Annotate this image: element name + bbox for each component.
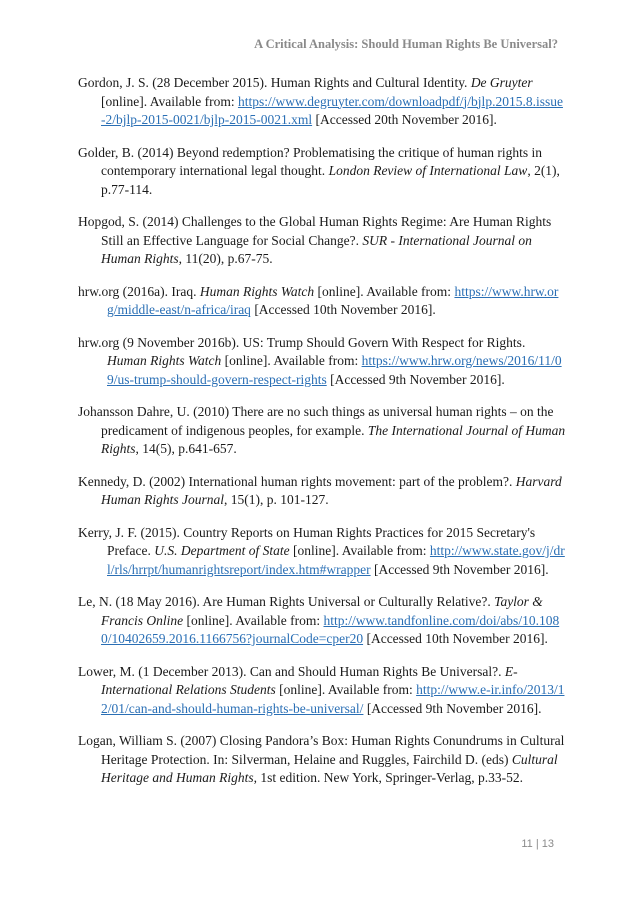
ref-text: , 11(20), p.67-75. [178,251,273,266]
ref-text: Kerry, J. F. (2015). Country Reports on Human Rights Practices for 2015 Secretary's Preface. [78,524,536,558]
ref-accessed: [Accessed 10th November 2016]. [250,302,436,317]
ref-url-link[interactable]: https://www.hrw.org/news/2016/11/09/us-trump-should-govern-respect-rights [107,353,562,387]
reference-entry [78,524,566,580]
ref-text: , 14(5), p.641-657. [135,441,237,456]
ref-text: [online]. Available from: [221,353,362,368]
reference-entry [78,144,566,200]
ref-text: Hopgod, S. (2014) Challenges to the Global Human Rights Regime: Are Human Rights Still an Effective Language for Social Change?. [78,214,552,248]
ref-text: hrw.org (9 November 2016b). US: Trump Should Govern With Respect for Rights. [78,334,526,350]
ref-accessed: [Accessed 10th November 2016]. [363,631,548,646]
ref-text: hrw.org (2016a). Iraq. [78,283,200,299]
ref-text: , 2(1), p.77-114. [101,163,560,197]
ref-source-title: The International Journal of Human Rights [101,422,566,456]
ref-source-title: Human Rights Watch [107,353,222,368]
ref-source-title: E-International Relations Students [101,663,518,697]
ref-source-title: SUR - International Journal on Human Rights [101,232,532,266]
ref-text: Logan, William S. (2007) Closing Pandora’s Box: Human Rights Conundrums in Cultural Heritage Protection. In: Silverman, Helaine and Ruggles, Fairchild D. (eds) [78,733,565,767]
ref-text: Johansson Dahre, U. (2010) There are no such things as universal human rights – on the predicament of indigenous peoples, for example. [78,404,554,438]
ref-url-link[interactable]: http://www.e-ir.info/2013/12/01/can-and-should-human-rights-be-universal/ [101,682,565,716]
ref-source-title: U.S. Department of State [154,543,290,558]
ref-text: Gordon, J. S. (28 December 2015). Human Rights and Cultural Identity. [78,75,471,90]
reference-entry [78,334,566,390]
ref-source-title: Harvard Human Rights Journal [101,473,562,507]
page-header-title: A Critical Analysis: Should Human Rights Be Universal? [254,37,558,51]
ref-accessed: [Accessed 9th November 2016]. [326,371,505,387]
reference-entry [78,283,566,320]
ref-source-title: De Gruyter [470,75,533,90]
ref-text: [online]. Available from: [101,93,238,109]
ref-text: [online]. Available from: [275,682,417,697]
ref-source-title: Human Rights Watch [199,283,315,299]
reference-entry [78,403,566,459]
ref-text: [online]. Available from: [289,543,430,558]
page-number: 11 | 13 [521,838,554,850]
reference-entry [78,213,566,269]
ref-source-title: London Review of International Law [328,163,528,178]
ref-text: [online]. Available from: [183,612,324,628]
ref-text: Golder, B. (2014) Beyond redemption? Problematising the critique of human rights in contemporary international legal thought. [78,144,542,178]
ref-url-link[interactable]: https://www.degruyter.com/downloadpdf/j/bjlp.2015.8.issue-2/bjlp-2015-0021/bjlp-2015-0021.xml [101,93,563,127]
ref-source-title: Taylor & Francis Online [101,594,543,628]
ref-accessed: [Accessed 20th November 2016]. [312,112,497,127]
ref-accessed: [Accessed 9th November 2016]. [370,561,549,577]
reference-entry [78,593,566,649]
ref-text: Le, N. (18 May 2016). Are Human Rights Universal or Culturally Relative?. [78,594,495,609]
ref-text: , 15(1), p. 101-127. [224,492,329,507]
ref-text: Lower, M. (1 December 2013). Can and Should Human Rights Be Universal?. [78,663,505,679]
ref-accessed: [Accessed 9th November 2016]. [363,700,542,716]
ref-url-link[interactable]: https://www.hrw.org/middle-east/n-africa/iraq [107,283,559,317]
reference-entry [78,473,566,510]
ref-text: Kennedy, D. (2002) International human rights movement: part of the problem?. [78,473,516,489]
ref-text: [online]. Available from: [314,283,455,299]
reference-entry [78,732,566,788]
ref-url-link[interactable]: http://www.state.gov/j/drl/rls/hrrpt/humanrightsreport/index.htm#wrapper [107,543,565,577]
ref-source-title: Cultural Heritage and Human Rights [101,751,558,785]
reference-list [78,74,566,802]
reference-entry [78,663,566,719]
ref-url-link[interactable]: http://www.tandfonline.com/doi/abs/10.1080/10402659.2016.1166756?journalCode=cper20 [101,612,560,646]
ref-text: , 1st edition. New York, Springer-Verlag, p.33-52. [253,770,523,785]
reference-entry [78,74,566,130]
